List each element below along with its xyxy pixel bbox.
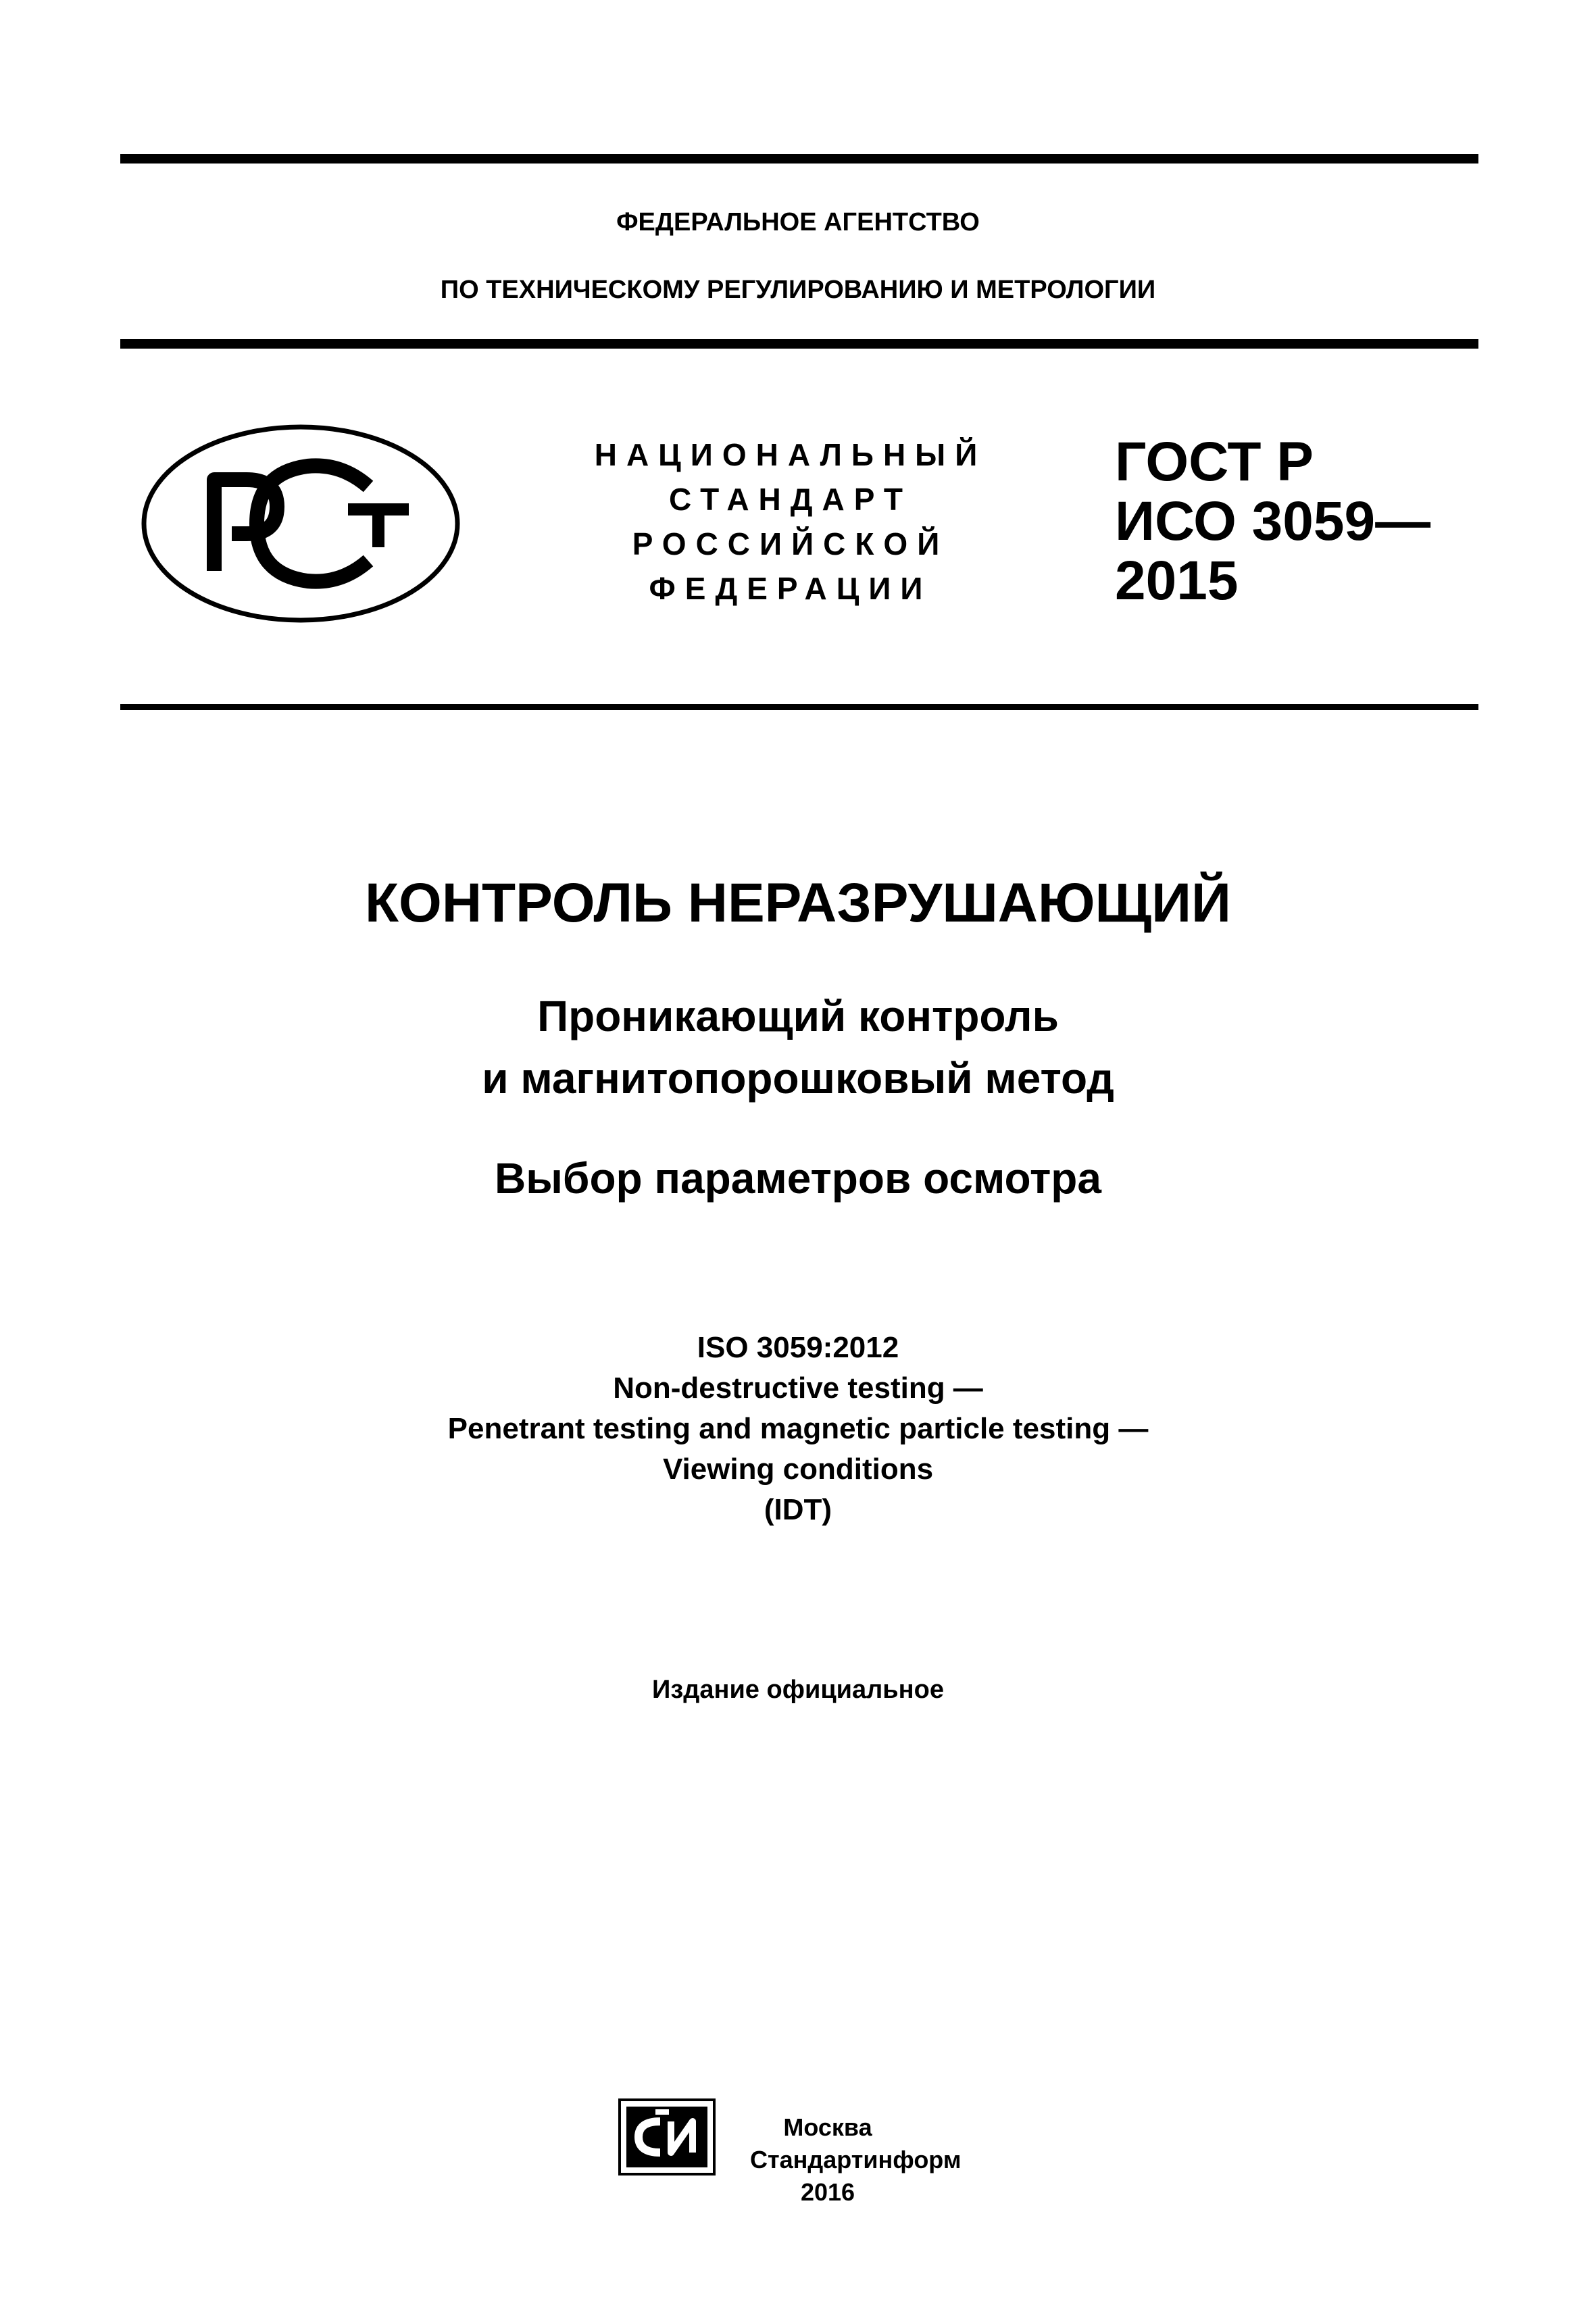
publisher-city: Москва <box>783 2113 872 2141</box>
subtitle-line-3: Выбор параметров осмотра <box>495 1154 1101 1203</box>
iso-reference <box>0 1328 1596 1530</box>
subtitle-line-2: и магнитопорошковый метод <box>482 1054 1114 1103</box>
publisher-name: Стандартинформ <box>750 2146 962 2173</box>
iso-line-3: Penetrant testing and magnetic particle testing — <box>447 1412 1149 1445</box>
designation-line-1: ГОСТ Р <box>1115 431 1314 493</box>
official-edition-label: Издание официальное <box>652 1676 944 1704</box>
rst-emblem-icon <box>139 422 463 625</box>
document-title: КОНТРОЛЬ НЕРАЗРУШАЮЩИЙ <box>365 872 1231 934</box>
top-rule <box>120 154 1478 164</box>
standard-designation <box>1115 432 1430 611</box>
standartinform-emblem-icon <box>618 2094 720 2182</box>
national-line-4: ФЕДЕРАЦИИ <box>649 571 932 606</box>
agency-line-2: ПО ТЕХНИЧЕСКОМУ РЕГУЛИРОВАНИЮ И МЕТРОЛОГИИ <box>440 276 1156 304</box>
publisher-block <box>750 2111 962 2209</box>
national-line-3: РОССИЙСКОЙ <box>632 526 949 561</box>
designation-line-3: 2015 <box>1115 550 1239 611</box>
designation-line-2: ИСО 3059— <box>1115 491 1431 552</box>
header-bottom-rule <box>120 339 1478 349</box>
national-standard-label <box>554 432 1027 611</box>
subtitle-line-1: Проникающий контроль <box>537 992 1059 1040</box>
standartinform-logo <box>618 2094 720 2186</box>
national-line-2: СТАНДАРТ <box>669 482 912 517</box>
designation-bottom-rule <box>120 704 1478 710</box>
iso-line-5: (IDT) <box>764 1493 832 1526</box>
iso-line-4: Viewing conditions <box>662 1453 934 1486</box>
iso-line-1: ISO 3059:2012 <box>697 1331 899 1364</box>
agency-line-1: ФЕДЕРАЛЬНОЕ АГЕНТСТВО <box>616 208 980 236</box>
national-line-1: НАЦИОНАЛЬНЫЙ <box>594 437 987 472</box>
iso-line-2: Non-destructive testing — <box>613 1372 983 1405</box>
publisher-year: 2016 <box>800 2178 855 2206</box>
gost-r-logo <box>139 422 463 628</box>
